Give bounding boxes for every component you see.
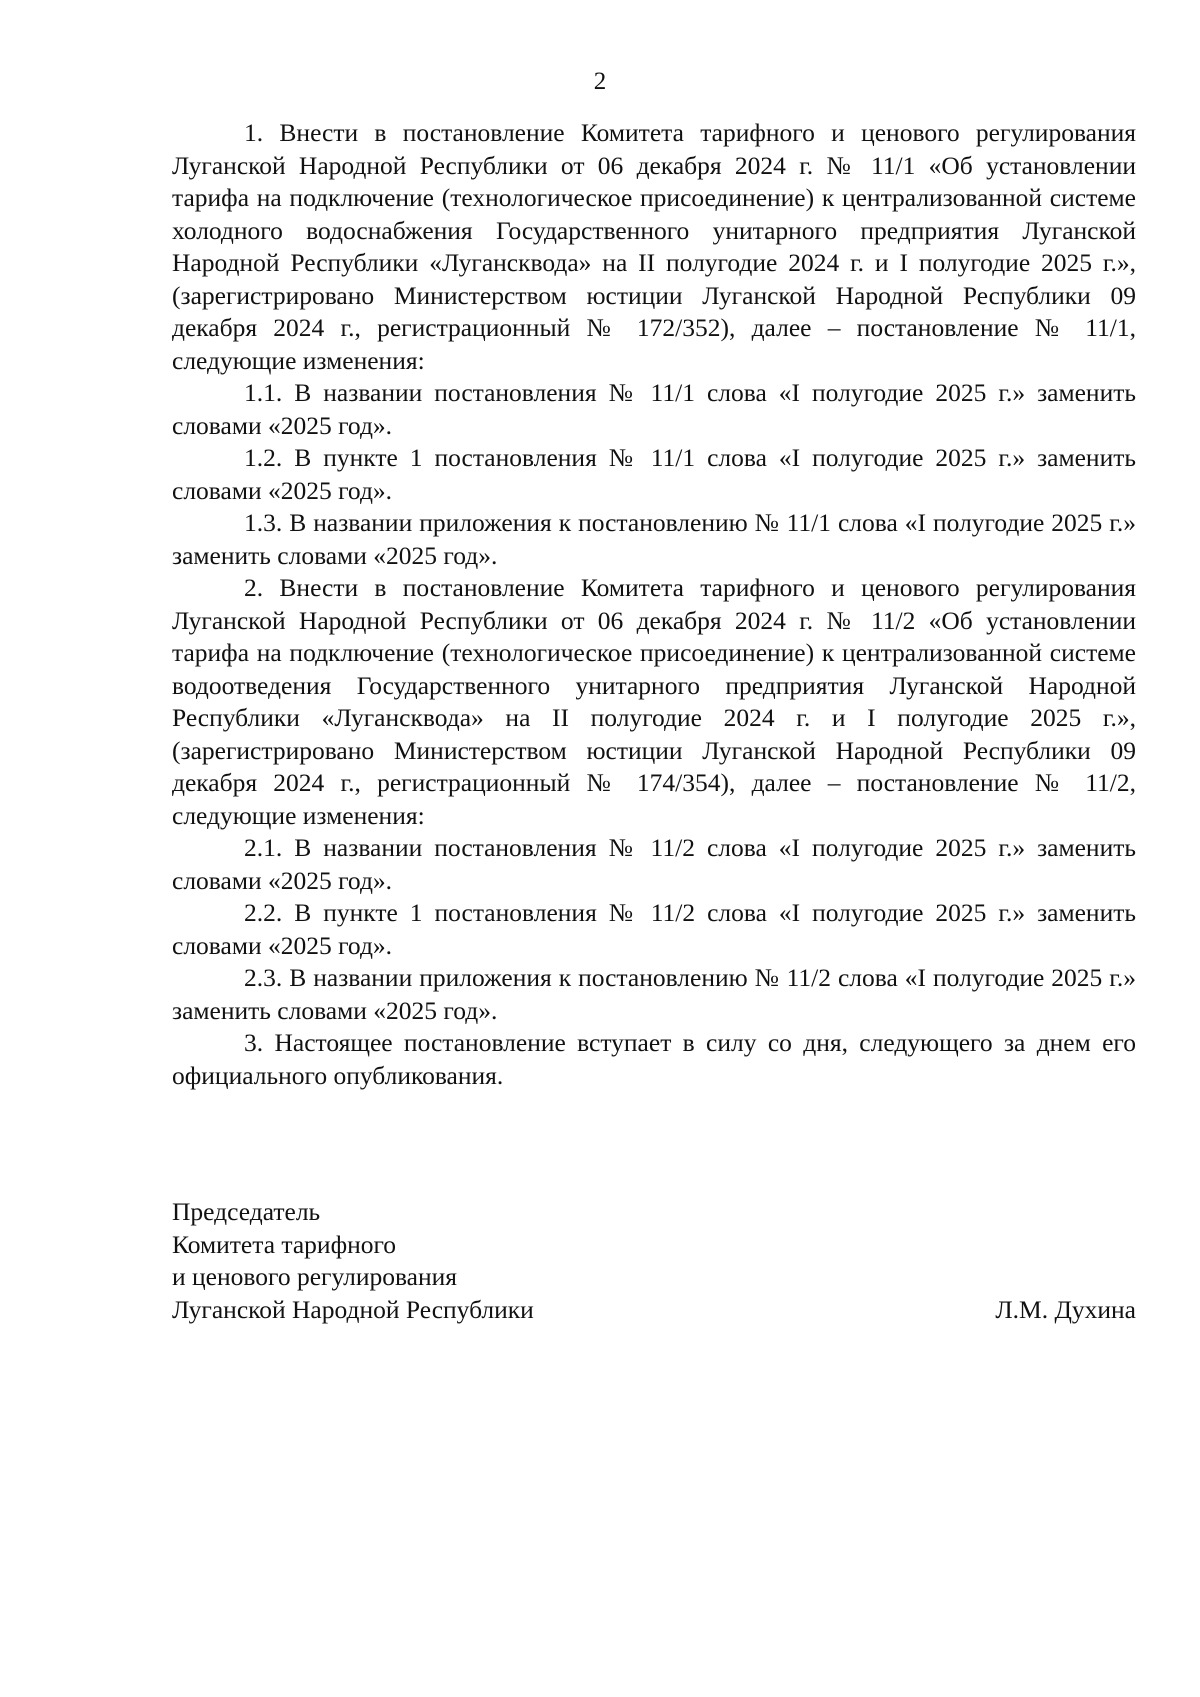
paragraph-1: 1. Внести в постановление Комитета тарифного и ценового регулирования Луганской Народной Республики от 06 декабря 2024 г. № 11/1 «Об установлении тарифа на подключение (технологическое присоединение) к централизованной системе холодного водоснабжения Государственного унитарного предприятия Луганской Народной Республики «Луганскводa» на II полугодие 2024 г. и I полугодие 2025 г.», (зарегистрировано Министерством юстиции Луганской Народной Республики 09 декабря 2024 г., регистрационный № 172/352), далее – постановление № 11/1, следующие изменения: <box>172 118 1136 375</box>
paragraph-2-2: 2.2. В пункте 1 постановления № 11/2 слова «I полугодие 2025 г.» заменить словами «2025 год». <box>172 898 1136 960</box>
paragraph-1-3: 1.3. В названии приложения к постановлению № 11/1 слова «I полугодие 2025 г.» заменить словами «2025 год». <box>172 508 1136 570</box>
signatory-title-line-2: Комитета тарифного <box>172 1229 397 1259</box>
signatory-title-line-1: Председатель <box>172 1197 321 1226</box>
signature-block <box>172 1196 1136 1326</box>
paragraph-3: 3. Настоящее постановление вступает в силу со дня, следующего за днем его официального опубликования. <box>172 1028 1136 1090</box>
paragraph-2-1: 2.1. В названии постановления № 11/2 слова «I полугодие 2025 г.» заменить словами «2025 год». <box>172 833 1136 895</box>
document-body <box>172 117 1136 1092</box>
paragraph-2-3: 2.3. В названии приложения к постановлению № 11/2 слова «I полугодие 2025 г.» заменить словами «2025 год». <box>172 963 1136 1025</box>
page-number: 2 <box>593 68 607 95</box>
paragraph-1-2: 1.2. В пункте 1 постановления № 11/1 слова «I полугодие 2025 г.» заменить словами «2025 год». <box>172 443 1136 505</box>
signatory-name: Л.М. Духина <box>995 1294 1136 1324</box>
signatory-last-row <box>172 1294 1136 1327</box>
paragraph-1-1: 1.1. В названии постановления № 11/1 слова «I полугодие 2025 г.» заменить словами «2025 год». <box>172 378 1136 440</box>
signatory-title-line-4: Луганской Народной Республики <box>172 1294 534 1324</box>
paragraph-2: 2. Внести в постановление Комитета тарифного и ценового регулирования Луганской Народной Республики от 06 декабря 2024 г. № 11/2 «Об установлении тарифа на подключение (технологическое присоединение) к централизованной системе водоотведения Государственного унитарного предприятия Луганской Народной Республики «Луганскводa» на II полугодие 2024 г. и I полугодие 2025 г.», (зарегистрировано Министерством юстиции Луганской Народной Республики 09 декабря 2024 г., регистрационный № 174/354), далее – постановление № 11/2, следующие изменения: <box>172 573 1136 830</box>
signatory-title-line-3: и ценового регулирования <box>172 1262 458 1291</box>
